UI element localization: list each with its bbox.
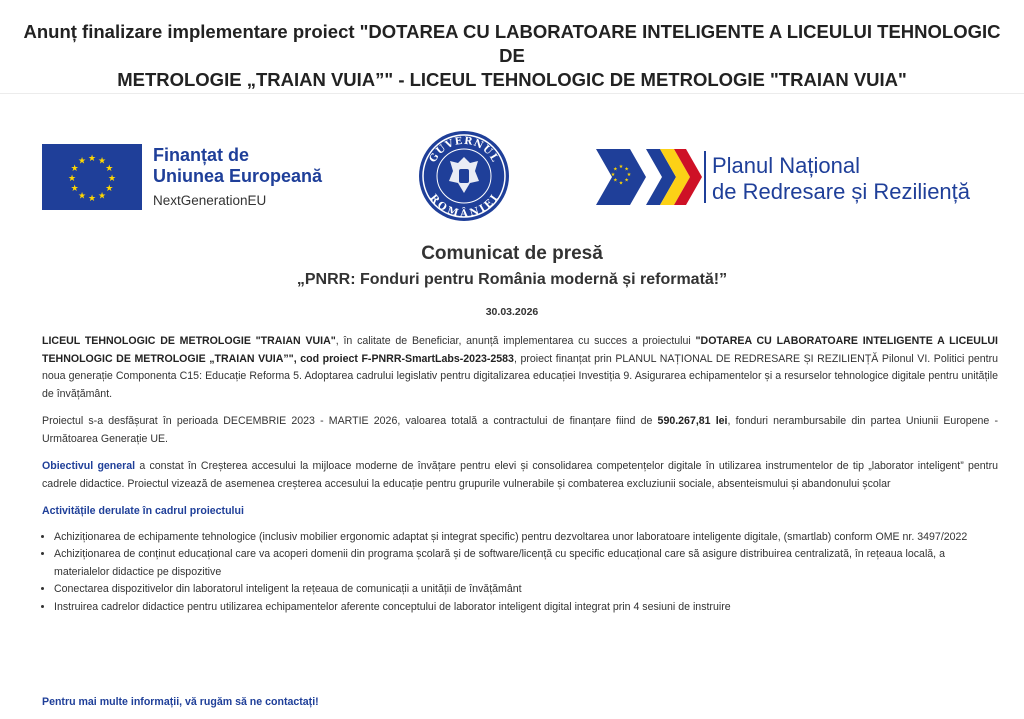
list-item: • Achiziționarea de echipamente tehnologice (inclusiv mobilier ergonomic adaptat și integrat specific) pentru dezvoltarea unor laboratoare inteligente digitale, (smartlab) conform OME nr. 3497/2022 [54,529,998,547]
eu-line-2: Uniunea Europeană [153,166,323,186]
paragraph-text: , fonduri nerambursabile din partea Uniunii Europene - Următoarea Generație UE. [42,415,998,445]
list-item: • Instruirea cadrelor didactice pentru utilizarea echipamentelor aferente conceptului de laborator inteligent digital integrat prin 4 sesiuni de instruire [54,599,998,617]
contract-value: 590.267,81 lei [657,415,728,427]
paragraph-text: , proiect finanțat prin PLANUL NAȚIONAL DE REDRESARE ȘI REZILIENȚĂ Pilonul VI. Politici pentru noua generație Componenta C15: Educație Reforma 5. Adoptarea cadrului legislativ pentru digitalizarea educației Investiția 9. Asigurarea echipamentelor și a resurselor tehnologice digitale pentru unitățile de învățământ. [42,352,998,400]
press-date: 30.03.2026 [485,306,539,318]
objective-label: Obiectivul general [42,460,136,472]
svg-text:★: ★ [613,166,618,173]
svg-text:★: ★ [97,191,107,202]
pnrr-line-1: Planul Național [712,153,860,178]
paragraph-objective [42,458,998,493]
svg-text:★: ★ [105,164,114,174]
page-title-line-2: METROLOGIE „TRAIAN VUIA”" - LICEUL TEHNOLOGIC DE METROLOGIE "TRAIAN VUIA" [117,69,907,90]
list-item: • Conectarea dispozitivelor din laboratorul inteligent la rețeaua de comunicații a unității de învățământ [54,581,998,599]
activities-list [42,529,998,617]
press-body [42,333,998,616]
project-title: "DOTAREA CU LABORATOARE INTELIGENTE A LICEULUI TEHNOLOGIC DE METROLOGIE „TRAIAN VUIA”", cod proiect F-PNRR-SmartLabs-2023-2583 [42,335,999,365]
svg-text:★: ★ [107,174,117,184]
svg-text:★: ★ [70,184,79,194]
svg-text:★: ★ [87,154,97,164]
paragraph-text: Proiectul s-a desfășurat în perioada DECEMBRIE 2023 - MARTIE 2026, valoarea totală a contractului de finanțare fiind de [42,415,658,427]
pnrr-line-2: de Redresare și Reziliență [712,179,971,204]
svg-text:★: ★ [613,177,618,184]
paragraph-beneficiary [42,333,998,403]
svg-text:★: ★ [77,191,87,202]
paragraph-period [42,413,998,448]
eu-flag-icon [42,144,142,210]
svg-text:★: ★ [618,180,624,187]
svg-text:★: ★ [618,164,624,170]
logo-banner [0,127,1024,227]
government-seal-icon [417,129,511,223]
paragraph-text: a constat în Creșterea accesului la mijloace moderne de învățare pentru elevi și consolidarea competențelor digitale în utilizarea instrumentelor de tip „laborator inteligent” pentru cadrele didactice. Proiectul vizează de asemenea creșterea accesului la educație pentru grupurile vulnerabile și combaterea excluziunii sociale, absenteismului și abandonului școlar [42,460,999,490]
page-title [0,0,1024,94]
pnrr-arrows-icon [596,147,702,207]
activities-heading: Activitățile derulate în cadrul proiectului [42,505,244,517]
svg-text:★: ★ [624,166,629,173]
pnrr-divider [704,151,706,203]
press-heading: Comunicat de presă [421,243,603,264]
press-subheading: „PNRR: Fonduri pentru România modernă și reformată!” [296,271,728,288]
svg-text:★: ★ [610,172,616,179]
seal-top-text: GUVERNUL [427,135,501,165]
svg-text:★: ★ [67,174,77,184]
svg-text:★: ★ [624,177,629,184]
eu-nextgen: NextGenerationEU [153,193,267,208]
pnrr-text [712,153,970,205]
svg-text:★: ★ [87,194,97,204]
paragraph-text: , în calitate de Beneficiar, anunță implementarea cu succes a proiectului [335,335,696,347]
svg-text:★: ★ [77,156,87,167]
seal-bottom-text: ROMÂNIEI [427,192,501,220]
beneficiary-name: LICEUL TEHNOLOGIC DE METROLOGIE "TRAIAN VUIA" [42,335,336,347]
svg-text:★: ★ [97,156,107,167]
eu-line-1: Finanțat de [153,145,250,165]
svg-text:★: ★ [626,172,632,179]
list-item: • Achiziționarea de conținut educațional care va acoperi domenii din programa școlară și de software/licență cu specific educațional care să asigure distribuirea centralizată, în rețeaua locală, a materialelor didactice pe dispozitive [54,546,998,581]
svg-text:★: ★ [70,164,79,174]
eu-funding-text [153,145,322,208]
page-title-line-1: Anunț finalizare implementare proiect "DOTAREA CU LABORATOARE INTELIGENTE A LICEULUI TEHNOLOGIC DE [23,21,1001,66]
contact-line: Pentru mai multe informații, vă rugăm să ne contactați! [42,696,319,708]
svg-text:★: ★ [105,184,114,194]
